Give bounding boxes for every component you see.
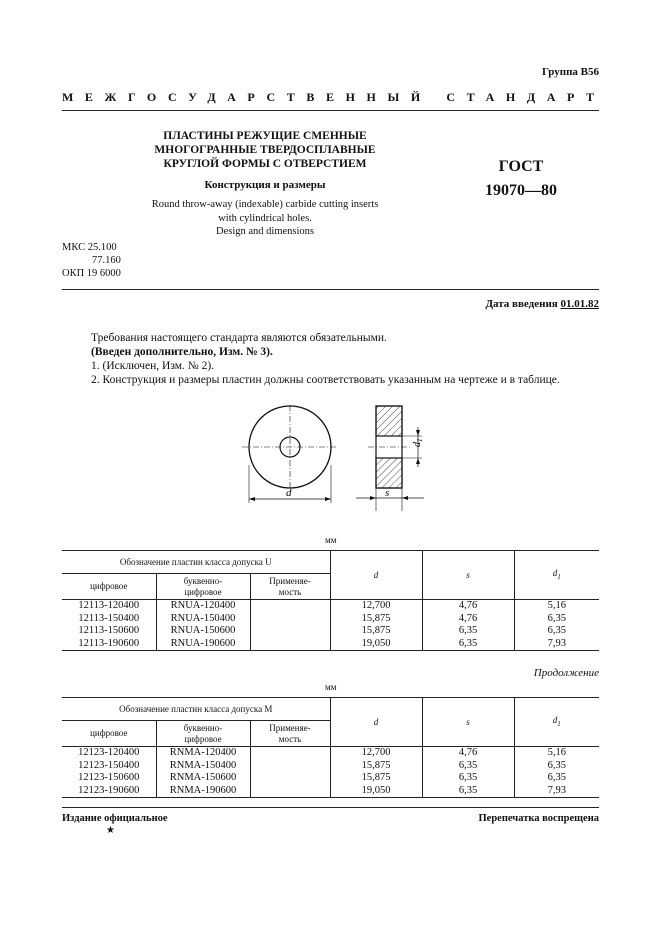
- table-cell: 12113-150400: [78, 612, 140, 624]
- table-cell: 12113-150600: [78, 625, 140, 637]
- english-title-line-3: Design and dimensions: [216, 226, 314, 237]
- table-row: [62, 760, 599, 773]
- document-title: [140, 129, 390, 171]
- table2-col-alpha: буквенно- цифровое: [156, 721, 250, 747]
- codes-rule: [62, 289, 599, 290]
- table-cell: 4,76: [422, 747, 514, 760]
- table2-col-digital: цифровое: [62, 721, 156, 747]
- table-cell: 6,35: [514, 625, 599, 638]
- okp-code: ОКП 19 6000: [62, 268, 121, 279]
- english-title-line-1: Round throw-away (indexable) carbide cutting inserts: [151, 199, 379, 210]
- table-cell: 12,700: [330, 747, 422, 760]
- table-cell: [250, 600, 330, 613]
- table-cell: 6,35: [422, 772, 514, 785]
- table-cell: 6,35: [422, 625, 514, 638]
- table-cell: [250, 772, 330, 785]
- footer-official-edition: Издание официальное: [62, 813, 168, 824]
- gost-designation: [466, 155, 576, 203]
- english-title: [120, 198, 410, 239]
- star-icon: ★: [106, 825, 115, 836]
- table1-col-apply: Применяе- мость: [250, 574, 330, 600]
- date-value: 01.01.82: [560, 298, 599, 310]
- footer-reprint-prohibited: Перепечатка воспрещена: [478, 813, 599, 824]
- table-row: [62, 600, 599, 613]
- table-cell: 7,93: [514, 638, 599, 651]
- table-cell: 19,050: [330, 785, 422, 798]
- table-cell: RNUA-150600: [156, 625, 250, 638]
- table1-col-d: d: [330, 551, 422, 600]
- table-row: [62, 613, 599, 626]
- classification-codes: [62, 241, 121, 280]
- table-cell: 12123-120400: [78, 747, 140, 759]
- footer-rule: [62, 807, 599, 808]
- gost-number: 19070—80: [485, 182, 557, 199]
- section-top-hatch: [376, 406, 402, 436]
- table-row: [62, 747, 599, 760]
- table-cell: [250, 613, 330, 626]
- table-row: [62, 772, 599, 785]
- table-cell: [250, 785, 330, 798]
- table-cell: 15,875: [330, 613, 422, 626]
- table-cell: RNMA-120400: [156, 747, 250, 760]
- table-row: [62, 785, 599, 798]
- table-cell: RNMA-150600: [156, 772, 250, 785]
- unit-label-2: мм: [325, 682, 337, 692]
- unit-label-1: мм: [325, 535, 337, 545]
- table1-col-d1: $d_1$: [514, 551, 599, 600]
- mks-code-extra: 77.160: [92, 255, 121, 266]
- table-cell: 7,93: [514, 785, 599, 798]
- table-cell: 5,16: [514, 600, 599, 613]
- table1-col-digital: цифровое: [62, 574, 156, 600]
- table-cell: 15,875: [330, 625, 422, 638]
- label-s: s: [385, 487, 390, 499]
- paragraph-item-2: 2. Конструкция и размеры пластин должны соответствовать указанным на чертеже и в таблице.: [91, 374, 560, 386]
- header-rule: [62, 110, 599, 111]
- section-bottom-hatch: [376, 458, 402, 488]
- table-cell: [250, 760, 330, 773]
- table-cell: RNMA-150400: [156, 760, 250, 773]
- table-cell: 5,16: [514, 747, 599, 760]
- english-title-line-2: with cylindrical holes.: [218, 212, 312, 224]
- gost-label: ГОСТ: [498, 158, 544, 175]
- table-cell: [250, 625, 330, 638]
- table-tolerance-m: [62, 697, 599, 798]
- insert-section-view: [356, 406, 424, 511]
- insert-front-view: [242, 405, 338, 503]
- table-cell: RNMA-190600: [156, 785, 250, 798]
- introduction-date: [485, 298, 599, 310]
- table-cell: [250, 747, 330, 760]
- table-cell: [250, 638, 330, 651]
- date-label: Дата введения: [485, 298, 558, 310]
- table-cell: 6,35: [514, 613, 599, 626]
- table-cell: 12113-120400: [78, 600, 140, 612]
- table-cell: RNUA-120400: [156, 600, 250, 613]
- table-row: [62, 638, 599, 651]
- paragraph-item-1: [91, 360, 611, 372]
- group-code: Группа В56: [541, 66, 599, 78]
- item-1-text: 1. (Исключен, Изм. № 2).: [91, 360, 215, 372]
- table-cell: 15,875: [330, 760, 422, 773]
- mks-code: МКС 25.100: [62, 242, 117, 253]
- paragraph-amendment-3: (Введен дополнительно, Изм. № 3).: [91, 346, 273, 358]
- table-row: [62, 625, 599, 638]
- title-line-1: ПЛАСТИНЫ РЕЖУЩИЕ СМЕННЫЕ: [163, 130, 367, 142]
- table1-group-header: Обозначение пластин класса допуска U: [62, 551, 330, 574]
- title-line-3: КРУГЛОЙ ФОРМЫ С ОТВЕРСТИЕМ: [163, 158, 367, 170]
- table-cell: 12123-150400: [78, 759, 140, 771]
- table-cell: RNUA-150400: [156, 613, 250, 626]
- table-cell: 4,76: [422, 600, 514, 613]
- title-line-2: МНОГОГРАННЫЕ ТВЕРДОСПЛАВНЫЕ: [154, 144, 376, 156]
- label-d1: $d_1$: [412, 438, 424, 447]
- table-cell: 19,050: [330, 638, 422, 651]
- table-cell: 4,76: [422, 613, 514, 626]
- table-cell: 12113-190600: [62, 638, 156, 651]
- document-subtitle: Конструкция и размеры: [204, 179, 326, 191]
- table1-col-alpha: буквенно- цифровое: [156, 574, 250, 600]
- insert-drawing: [238, 405, 428, 517]
- table-cell: 15,875: [330, 772, 422, 785]
- table-cell: 12123-150600: [78, 772, 140, 784]
- paragraph-requirements: Требования настоящего стандарта являются обязательными.: [91, 332, 387, 344]
- table-cell: 12,700: [330, 600, 422, 613]
- standard-banner: МЕЖГОСУДАРСТВЕННЫЙ СТАНДАРТ: [62, 90, 606, 104]
- table-cell: 6,35: [514, 760, 599, 773]
- table-cell: RNUA-190600: [156, 638, 250, 651]
- table-cell: 6,35: [422, 638, 514, 651]
- table2-col-apply: Применяе- мость: [250, 721, 330, 747]
- table-cell: 6,35: [422, 785, 514, 798]
- table2-col-s: s: [422, 698, 514, 747]
- table1-col-s: s: [422, 551, 514, 600]
- table2-col-d: d: [330, 698, 422, 747]
- table-cell: 12123-190600: [62, 785, 156, 798]
- continuation-label: Продолжение: [533, 667, 599, 679]
- label-d: d: [286, 487, 292, 499]
- table2-col-d1: $d_1$: [514, 698, 599, 747]
- table2-group-header: Обозначение пластин класса допуска М: [62, 698, 330, 721]
- table-cell: 6,35: [422, 760, 514, 773]
- table-cell: 6,35: [514, 772, 599, 785]
- table-tolerance-u: [62, 550, 599, 651]
